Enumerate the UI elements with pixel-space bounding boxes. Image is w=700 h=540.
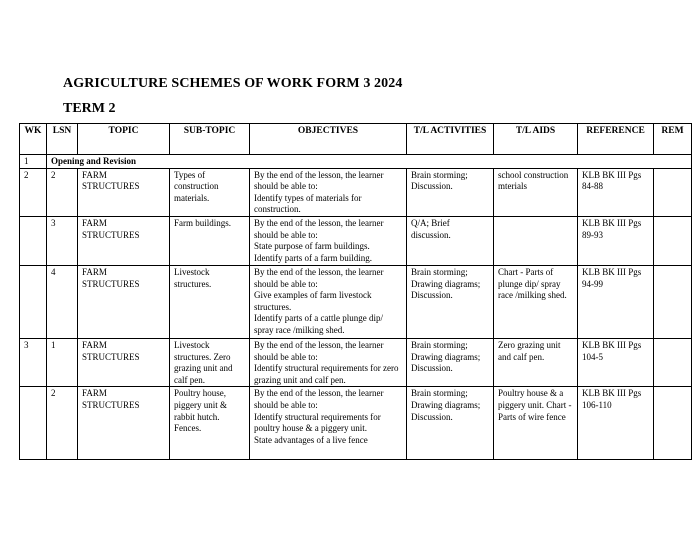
cell-lsn: 4 [47, 265, 78, 338]
cell-objectives [250, 265, 407, 338]
header-reference: REFERENCE [578, 124, 654, 155]
cell-lsn: 2 [47, 387, 78, 460]
table-row [20, 387, 692, 460]
cell-topic: FARM STRUCTURES [78, 387, 170, 460]
table-row [20, 216, 692, 265]
cell-lsn: 1 [47, 338, 78, 386]
objective-line: By the end of the lesson, the learner should be able to: [254, 266, 384, 289]
cell-wk [20, 216, 47, 265]
cell-activities: Brain storming; Drawing diagrams; Discussion. [407, 338, 494, 386]
cell-activities: Brain storming; Drawing diagrams; Discussion. [407, 387, 494, 460]
objective-line: Give examples of farm livestock structures. [254, 290, 372, 312]
header-lsn: LSN [47, 124, 78, 155]
header-row [20, 124, 692, 155]
objective-line: Identify types of materials for construction. [254, 192, 362, 215]
table-row [20, 265, 692, 338]
objective-line: State advantages of a live fence [254, 434, 368, 445]
cell-aids [494, 216, 578, 265]
objective-line: By the end of the lesson, the learner should be able to: [254, 339, 384, 362]
opening-text: Opening and Revision [47, 155, 692, 169]
cell-lsn: 2 [47, 168, 78, 216]
cell-aids: school construction mterials [494, 168, 578, 216]
cell-reference: KLB BK III Pgs 89-93 [578, 216, 654, 265]
header-topic: TOPIC [78, 124, 170, 155]
cell-wk: 3 [20, 338, 47, 386]
objective-line: By the end of the lesson, the learner should be able to: [254, 169, 384, 192]
cell-remarks [654, 168, 692, 216]
header-wk: WK [20, 124, 47, 155]
cell-activities: Q/A; Brief discussion. [407, 216, 494, 265]
cell-wk: 2 [20, 168, 47, 216]
cell-reference: KLB BK III Pgs 104-5 [578, 338, 654, 386]
objective-line: By the end of the lesson, the learner should be able to: [254, 388, 384, 410]
schemes-table [19, 123, 692, 460]
header-objectives: OBJECTIVES [250, 124, 407, 155]
cell-aids: Poultry house & a piggery unit. Chart - Parts of wire fence [494, 387, 578, 460]
cell-subtopic: Poultry house, piggery unit & rabbit hutch. Fences. [170, 387, 250, 460]
cell-topic: FARM STRUCTURES [78, 168, 170, 216]
cell-wk [20, 387, 47, 460]
objective-line: Identify parts of a cattle plunge dip/ spray race /milking shed. [254, 313, 383, 335]
objective-line: By the end of the lesson, the learner should be able to: [254, 217, 384, 240]
cell-aids: Zero grazing unit and calf pen. [494, 338, 578, 386]
cell-remarks [654, 338, 692, 386]
opening-wk: 1 [20, 155, 47, 169]
table-row [20, 338, 692, 386]
objective-line: Identify structural requirements for poultry house & a piggery unit. [254, 411, 381, 434]
cell-remarks [654, 265, 692, 338]
header-subtopic: SUB-TOPIC [170, 124, 250, 155]
cell-objectives [250, 168, 407, 216]
objective-line: State purpose of farm buildings. [254, 241, 370, 252]
cell-reference: KLB BK III Pgs 94-99 [578, 265, 654, 338]
objective-line: Identify structural requirements for zero grazing unit and calf pen. [254, 363, 399, 385]
cell-topic: FARM STRUCTURES [78, 216, 170, 265]
document-title: AGRICULTURE SCHEMES OF WORK FORM 3 2024 [63, 76, 403, 91]
cell-subtopic: Livestock structures. Zero grazing unit and calf pen. [170, 338, 250, 386]
cell-objectives [250, 338, 407, 386]
cell-activities: Brain storming; Discussion. [407, 168, 494, 216]
cell-remarks [654, 387, 692, 460]
header-aids: T/L AIDS [494, 124, 578, 155]
header-activities: T/L ACTIVITIES [407, 124, 494, 155]
term-heading: TERM 2 [63, 101, 116, 116]
cell-objectives [250, 387, 407, 460]
cell-topic: FARM STRUCTURES [78, 338, 170, 386]
cell-reference: KLB BK III Pgs 106-110 [578, 387, 654, 460]
cell-reference: KLB BK III Pgs 84-88 [578, 168, 654, 216]
cell-subtopic: Types of construction materials. [170, 168, 250, 216]
cell-activities: Brain storming; Drawing diagrams; Discussion. [407, 265, 494, 338]
cell-wk [20, 265, 47, 338]
cell-subtopic: Livestock structures. [170, 265, 250, 338]
cell-subtopic: Farm buildings. [170, 216, 250, 265]
objective-line: Identify parts of a farm building. [254, 252, 372, 263]
cell-remarks [654, 216, 692, 265]
cell-topic: FARM STRUCTURES [78, 265, 170, 338]
cell-aids: Chart - Parts of plunge dip/ spray race /milking shed. [494, 265, 578, 338]
opening-row [20, 155, 692, 169]
header-remarks: REM [654, 124, 692, 155]
cell-lsn: 3 [47, 216, 78, 265]
cell-objectives [250, 216, 407, 265]
table-row [20, 168, 692, 216]
